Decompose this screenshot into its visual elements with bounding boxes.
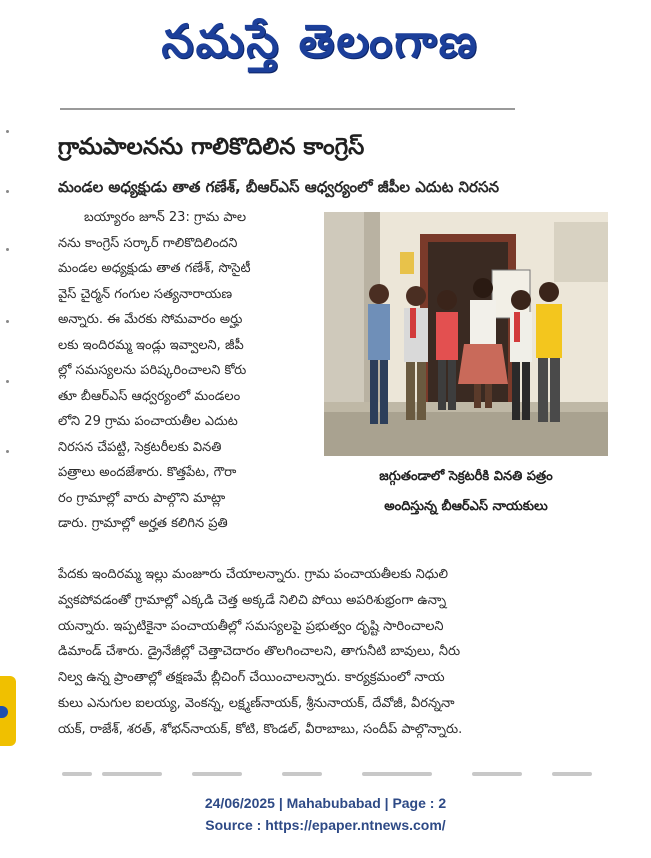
epaper-footer [0,792,651,842]
photo-caption [324,462,608,526]
body-line: యక్‌, రాజేశ్‌, శరత్‌, శోభన్‌నాయక్‌, కోటి, కొండల్‌, వీరాబాబు, సందీప్‌ పాల్గొన్నారు. [58,721,463,737]
body-line: డారు. గ్రామాల్లో అర్హత కలిగిన ప్రతి [58,516,228,531]
body-line: రం గ్రామాల్లో వారు పాల్గొని మాట్లా [58,490,226,506]
header-rule [60,108,515,110]
caption-line: జగ్గుతండాలో సెక్రటరీకి వినతి పత్రం [379,469,553,484]
body-line: పేదకు ఇందిరమ్మ ఇల్లు మంజూరు చేయాలన్నారు. గ్రామ పంచాయతీలకు నిధులి [58,567,448,582]
article-headline: గ్రామపాలనను గాలికొదిలిన కాంగ్రెస్ [58,134,365,160]
edition-info: 24/06/2025 | Mahabubabad | Page : 2 [204,795,447,811]
body-line: వైస్‌ చైర్మన్‌ గంగుల సత్యనారాయణ [58,286,233,302]
newspaper-title: నమస్తే తెలంగాణ [161,14,479,68]
caption-line: అందిస్తున్న బీఆర్‌ఎస్‌ నాయకులు [384,499,548,514]
body-line: వ్వకపోవడంతో గ్రామాల్లో ఎక్కడి చెత్త అక్కడే నిలిచి పోయి అపరిశుభ్రంగా ఉన్నా [58,592,447,608]
body-line: లకు ఇందిరమ్మ ఇండ్లు ఇవ్వాలని, జీపీ [58,337,244,353]
masthead [0,0,651,90]
body-line: తూ బీఆర్‌ఎస్‌ ఆధ్వర్యంలో మండలం [58,388,241,404]
article-subheadline: మండల అధ్యక్షుడు తాత గణేశ్‌, బీఆర్‌ఎస్‌ ఆధ్వర్యంలో జీపీల ఎదుట నిరసన [58,178,500,196]
news-photo [324,212,608,456]
source-link[interactable]: Source : https://epaper.ntnews.com/ [205,817,446,833]
body-line: బయ్యారం జూన్‌ 23: గ్రామ పాల [84,210,247,225]
body-line: కులు ఎనుగుల ఐలయ్య, వెంకన్న, లక్ష్మణ్‌నాయక్‌, శ్రీనునాయక్‌, దేవోజీ, వీరన్ననా [58,695,455,711]
body-line: నను కాంగ్రెస్‌ సర్కార్‌ గాలికొదిలిందని [58,235,238,251]
cut-off-next-article [62,770,602,778]
article-body-wide [58,562,614,752]
body-line: లోని 29 గ్రామ పంచాయతీల ఎదుట [58,414,238,429]
body-line: అన్నారు. ఈ మేరకు సోమవారం అర్హు [58,312,243,327]
left-margin-dots [6,130,9,460]
body-line: డిమాండ్‌ చేశారు. డ్రైనేజీల్లో చెత్తాచెదారం తొలగించాలని, తాగునీటి బావులు, నీరు [58,644,461,660]
article-body-column [58,205,316,565]
body-line: యన్నారు. ఇప్పటికైనా పంచాయతీల్లో సమస్యలపై ప్రభుత్వం దృష్టి సారించాలని [58,618,444,634]
body-line: పత్రాలు అందజేశారు. కొత్తపేట, గౌరా [58,465,237,480]
body-line: ల్లో సమస్యలను పరిష్కరించాలని కోరు [58,363,247,378]
body-line: నిల్వ ఉన్న ప్రాంతాల్లో తక్షణమే బ్లీచింగ్‌ చేయించాలన్నారు. కార్యక్రమంలో నాయ [58,670,445,686]
body-line: నిరసన చేపట్టి, సెక్రటరీలకు వినతి [58,439,222,455]
body-line: మండల అధ్యక్షుడు తాత గణేశ్‌, సొసైటీ [58,261,251,276]
